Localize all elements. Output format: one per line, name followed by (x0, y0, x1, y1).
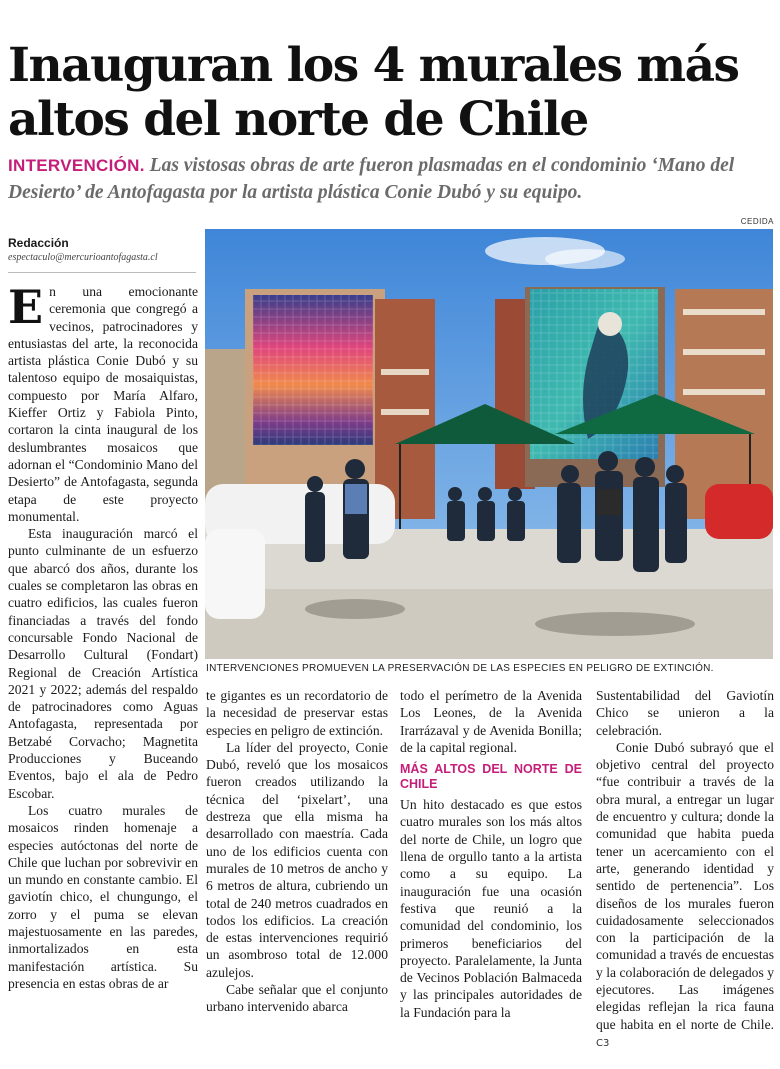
byline-name: Redacción (8, 236, 69, 250)
byline-divider (8, 272, 196, 273)
photo-credit: CEDIDA (740, 217, 774, 226)
headline: Inauguran los 4 murales más altos del norte de Chile (8, 38, 739, 148)
byline-email[interactable]: espectaculo@mercurioantofagasta.cl (8, 252, 158, 263)
paragraph: Cabe señalar que el conjunto urbano intervenido abarca (206, 982, 388, 1015)
photo-caption: INTERVENCIONES PROMUEVEN LA PRESERVACIÓN DE LAS ESPECIES EN PELIGRO DE EXTINCIÓN. (206, 663, 714, 674)
paragraph: Un hito destacado es que estos cuatro murales son los más altos del norte de Chile, un logro que llena de orgullo tanto a la artista como a su equipo. La inauguración fue una ocasión festiva que reunió a la comunidad del condominio, los primeros beneficiarios del proyecto. Paralelamente, la Junta de Vecinos Población Balmaceda y las principales autoridades de la Fundación para la (400, 797, 582, 1020)
paragraph: En una emocionante ceremonia que congregó a vecinos, patrocinadores y entusiastas del arte, la reconocida artista plástica Conie Dubó y su talentoso equipo de mosaiquistas, compuesto por María Alfaro, Kieffer Ortiz y Fabiola Pinto, cortaron la cinta inaugural de los deslumbrantes mosaicos que adornan el “Condominio Mano del Desierto” de Antofagasta, segunda etapa de este proyecto monumental. (8, 283, 198, 524)
mural-photo (205, 229, 773, 659)
paragraph: La líder del proyecto, Conie Dubó, reveló que los mosaicos fueron creados utilizando la técnica del ‘pixelart’, una destreza que ella misma ha desarrollado con maestría. Cada uno de los edificios cuenta con murales de 10 metros de ancho y 6 metros de altura, cubriendo un total de 240 metros cuadrados en todos los edificios. La creación de estas intervenciones requirió un asombroso total de 12.000 azulejos. (206, 739, 388, 980)
paragraph: Conie Dubó subrayó que el objetivo central del proyecto “fue contribuir a través de la obra mural, a entregar un lugar de encuentro y cultura; donde la comunidad que habita pueda tener un acercamiento con el arte, generando identidad y sentido de pertenencia”. Los diseños de los murales fueron cuidadosamente seleccionados con la participación de la comunidad a través de encuestas y la colaboración de delegados y ejecutores. Las imágenes elegidas reflejan la rica fauna que habita en el norte de Chile. C3 (596, 739, 774, 1049)
byline (8, 236, 198, 263)
article-column-1 (8, 283, 198, 1063)
deck-kicker: INTERVENCIÓN. (8, 156, 145, 175)
section-subhead: MÁS ALTOS DEL NORTE DE CHILE (400, 762, 582, 792)
paragraph: te gigantes es un recordatorio de la necesidad de preservar estas especies en peligro de extinción. (206, 688, 388, 738)
article-column-3 (400, 687, 582, 1063)
article-column-2 (206, 687, 388, 1063)
deck-text: Las vistosas obras de arte fueron plasmadas en el condominio ‘Mano del Desierto’ de Antofagasta por la artista plástica Conie Dubó y su equipo. (8, 155, 735, 203)
paragraph: todo el perímetro de la Avenida Los Leones, de la Avenida Irarrázaval y de Avenida Bonilla; de la capital regional. (400, 688, 582, 755)
end-mark-icon: C3 (596, 1037, 610, 1049)
deck (8, 152, 778, 206)
mural-photo-illustration (205, 229, 773, 659)
dropcap: E (8, 283, 44, 334)
article-column-4 (596, 687, 774, 1063)
paragraph: Sustentabilidad del Gaviotín Chico se unieron a la celebración. (596, 688, 774, 738)
paragraph: Esta inauguración marcó el punto culminante de un esfuerzo que abarcó dos años, durante los cuales se completaron las obras en cuatro edificios, las cuales fueron financiadas a través del fondo concursable Fondo Nacional de Desarrollo Cultural (Fondart) Regional de Creación Artística 2021 y 2022; además del respaldo de patrocinadores como Aguas Antofagasta, representada por Betzabé Corvacho; Magnetita Producciones y Buceando Eventos, bajo el ala de Pedro Escobar. (8, 526, 198, 801)
paragraph: Los cuatro murales de mosaicos rinden homenaje a especies autóctonas del norte de Chile que luchan por sobrevivir en un mundo en constante cambio. El gaviotín chico, el chungungo, el zorro y el puma se elevan majestuosamente en las paredes, inmortalizados en esta manifestación artística. Su presencia en estas obras de ar (8, 802, 198, 991)
